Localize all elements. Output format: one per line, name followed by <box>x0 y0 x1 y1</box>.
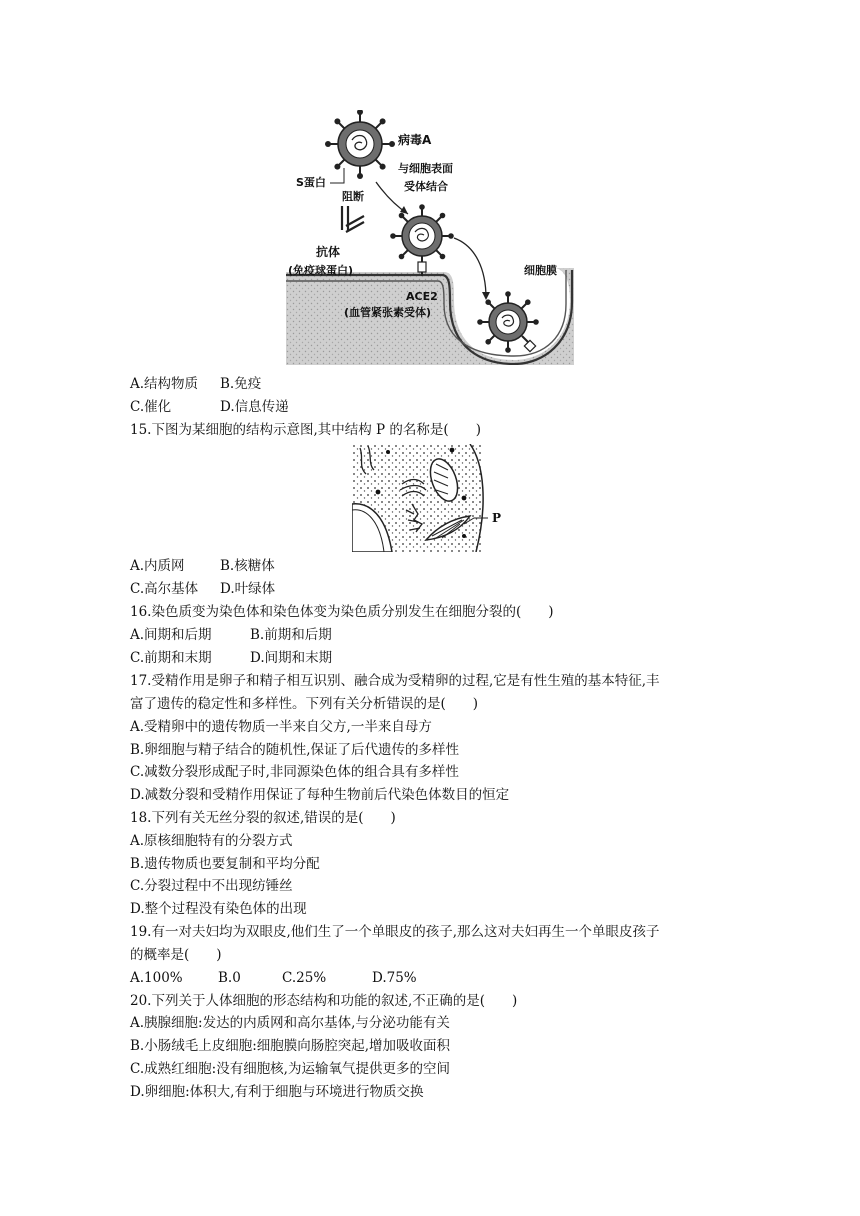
q19-option-c[interactable]: C.25% <box>282 970 327 986</box>
q14-option-a[interactable]: A.结构物质 <box>130 376 199 392</box>
q16-option-a[interactable]: A.间期和后期 <box>130 627 212 643</box>
antibody-note: (免疫球蛋白) <box>288 264 354 277</box>
q19-option-a[interactable]: A.100% <box>130 970 183 986</box>
q15-option-d[interactable]: D.叶绿体 <box>220 581 276 597</box>
q18-option-a[interactable]: A.原核细胞特有的分裂方式 <box>130 833 293 849</box>
q20-option-b[interactable]: B.小肠绒毛上皮细胞:细胞膜向肠腔突起,增加吸收面积 <box>130 1038 451 1054</box>
q18-option-b[interactable]: B.遗传物质也要复制和平均分配 <box>130 856 320 872</box>
q14-option-d[interactable]: D.信息传递 <box>220 399 289 415</box>
q15-option-c[interactable]: C.高尔基体 <box>130 581 199 597</box>
q20-stem: 20.下列关于人体细胞的形态结构和功能的叙述,不正确的是( ) <box>130 993 518 1009</box>
q18-option-c[interactable]: C.分裂过程中不出现纺锤丝 <box>130 878 293 894</box>
q14-option-b[interactable]: B.免疫 <box>220 376 262 392</box>
q14-option-c[interactable]: C.催化 <box>130 399 172 415</box>
q20-option-d[interactable]: D.卵细胞:体积大,有利于细胞与环境进行物质交换 <box>130 1084 424 1100</box>
q19-stem-line2: 的概率是( ) <box>130 947 222 963</box>
q20-option-c[interactable]: C.成熟红细胞:没有细胞核,为运输氧气提供更多的空间 <box>130 1061 450 1077</box>
virus-endocytosed-icon <box>477 291 539 353</box>
q18-option-d[interactable]: D.整个过程没有染色体的出现 <box>130 901 307 917</box>
q16-option-b[interactable]: B.前期和后期 <box>250 627 332 643</box>
q19-option-b[interactable]: B.0 <box>218 970 241 986</box>
antibody-icon <box>342 206 364 232</box>
bind-label-line1: 与细胞表面 <box>398 162 453 175</box>
endocytosis-arrow <box>454 238 486 298</box>
q17-stem-line2: 富了遗传的稳定性和多样性。下列有关分析错误的是( ) <box>130 696 479 712</box>
bind-label-line2: 受体结合 <box>404 180 448 193</box>
membrane-label: 细胞膜 <box>524 264 557 277</box>
block-label: 阻断 <box>342 190 364 203</box>
q19-stem-line1: 19.有一对夫妇均为双眼皮,他们生了一个单眼皮的孩子,那么这对夫妇再生一个单眼皮孩子 <box>130 924 660 940</box>
virus-bound-icon <box>390 204 454 276</box>
structure-p-label: P <box>492 511 502 525</box>
q19-option-d[interactable]: D.75% <box>372 970 417 986</box>
antibody-label: 抗体 <box>316 245 341 259</box>
q17-option-a[interactable]: A.受精卵中的遗传物质一半来自父方,一半来自母方 <box>130 719 432 735</box>
virus-a-icon <box>325 110 395 179</box>
q15-option-b[interactable]: B.核糖体 <box>220 558 275 574</box>
virus-binding-figure <box>286 110 574 365</box>
q16-option-d[interactable]: D.间期和末期 <box>250 650 333 666</box>
q17-stem-line1: 17.受精作用是卵子和精子相互识别、融合成为受精卵的过程,它是有性生殖的基本特征,丰 <box>130 673 660 689</box>
cell-structure-figure <box>352 444 510 552</box>
q18-stem: 18.下列有关无丝分裂的叙述,错误的是( ) <box>130 810 396 826</box>
q15-stem: 15.下图为某细胞的结构示意图,其中结构 P 的名称是( ) <box>130 422 481 438</box>
q17-option-b[interactable]: B.卵细胞与精子结合的随机性,保证了后代遗传的多样性 <box>130 742 460 758</box>
s-protein-label: S蛋白 <box>296 176 326 189</box>
q16-stem: 16.染色质变为染色体和染色体变为染色质分别发生在细胞分裂的( ) <box>130 604 554 620</box>
ace2-label: ACE2 <box>406 290 438 303</box>
virus-a-label: 病毒A <box>398 133 432 147</box>
q17-option-c[interactable]: C.减数分裂形成配子时,非同源染色体的组合具有多样性 <box>130 764 459 780</box>
q16-option-c[interactable]: C.前期和末期 <box>130 650 212 666</box>
q20-option-a[interactable]: A.胰腺细胞:发达的内质网和高尔基体,与分泌功能有关 <box>130 1015 450 1031</box>
q15-option-a[interactable]: A.内质网 <box>130 558 185 574</box>
q17-option-d[interactable]: D.减数分裂和受精作用保证了每种生物前后代染色体数目的恒定 <box>130 787 510 803</box>
ace2-note: (血管紧张素受体) <box>344 306 432 319</box>
